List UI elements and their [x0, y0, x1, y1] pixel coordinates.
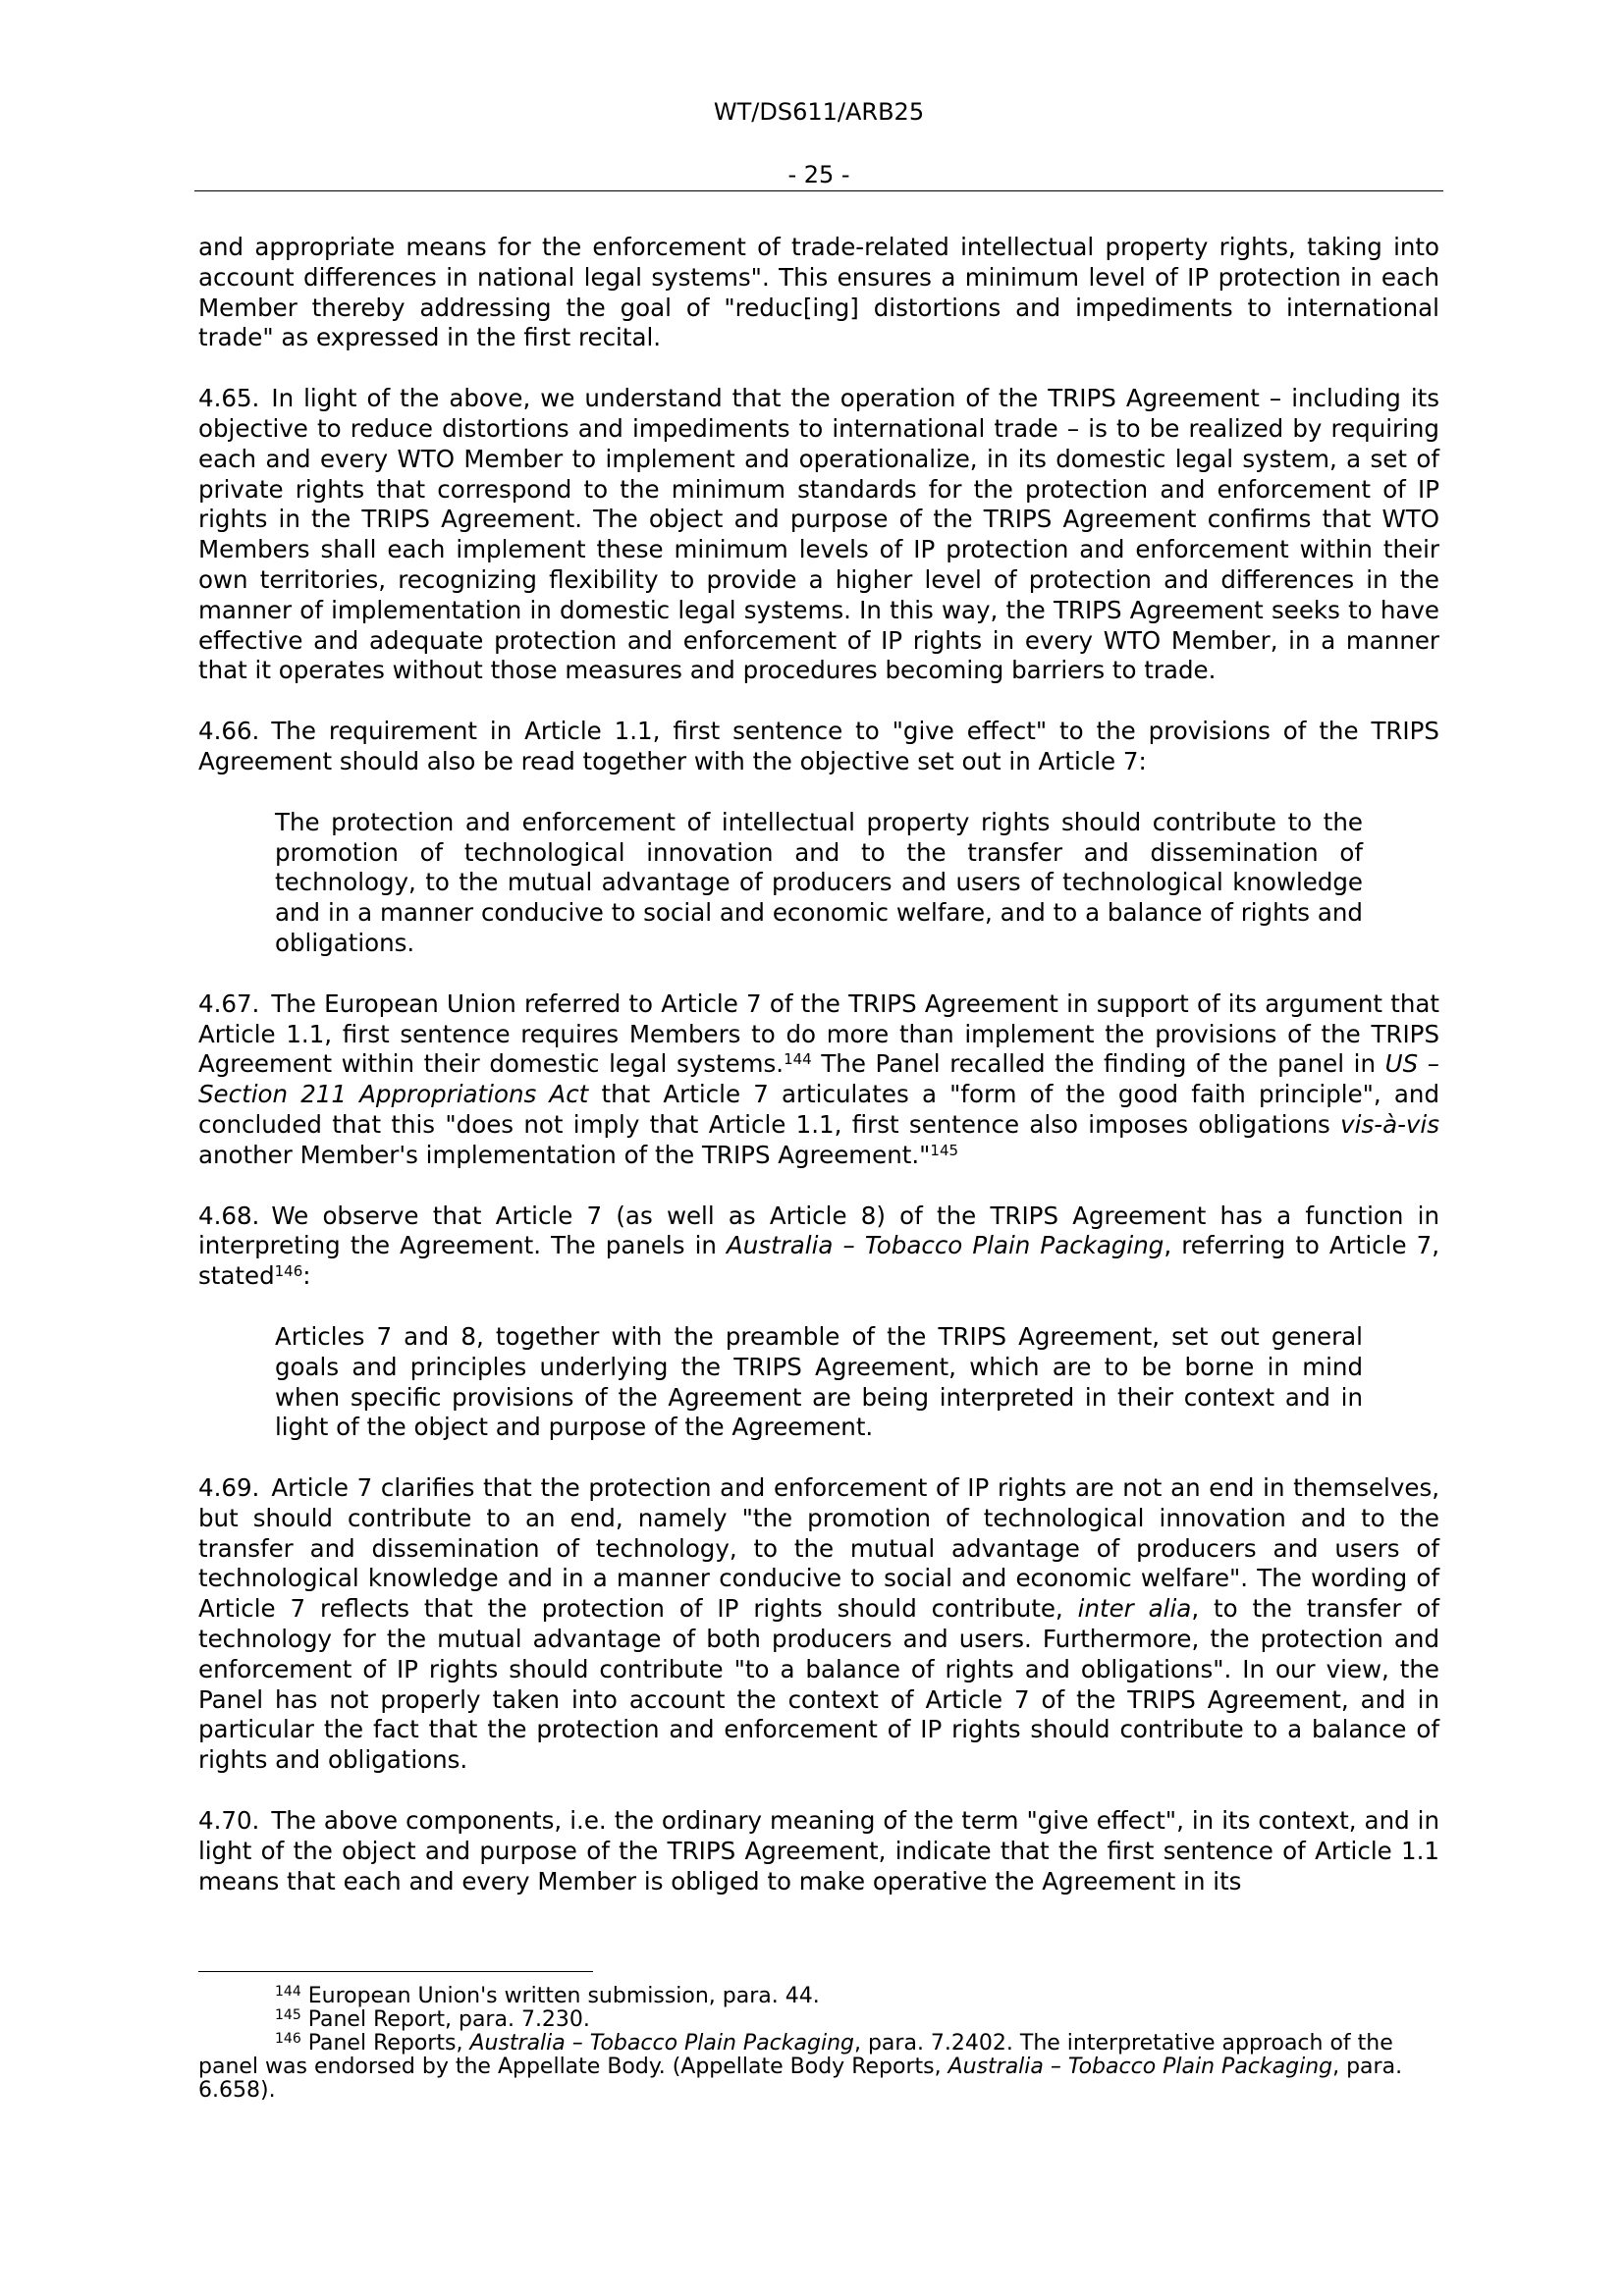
case-title: US – Section 211 Appropriations Act	[198, 1049, 1439, 1109]
case-title: Australia – Tobacco Plain Packaging	[469, 2031, 854, 2056]
paragraph-text: The requirement in Article 1.1, first sentence to "give effect" to the provisions of the TRIPS Agreement should also be read together with the objective set out in Article 7:	[198, 717, 1439, 775]
block-quote-article-7	[275, 808, 1363, 959]
footnote-number: 146	[275, 2031, 301, 2047]
paragraph-number: 4.68.	[198, 1201, 260, 1230]
footnote-text: European Union's written submission, para. 44.	[300, 1984, 820, 2008]
paragraph-text: The Panel recalled the finding of the panel in	[811, 1049, 1385, 1079]
paragraph-text: , referring to Article 7, stated	[198, 1231, 1439, 1291]
paragraph-text: In light of the above, we understand that the operation of the TRIPS Agreement – including its objective to reduce distortions and impediments to international trade – is to be realized by requiring each and every WTO Member to implement and operationalize, in its domestic legal system, a set of private rights that correspond to the minimum standards for the protection and enforcement of IP rights in the TRIPS Agreement. The object and purpose of the TRIPS Agreement confirms that WTO Members shall each implement these minimum levels of IP protection and enforcement within their own territories, recognizing flexibility to provide a higher level of protection and differences in the manner of implementation in domestic legal systems. In this way, the TRIPS Agreement seeks to have effective and adequate protection and enforcement of IP rights in every WTO Member, in a manner that it operates without those measures and procedures becoming barriers to trade.	[198, 384, 1439, 685]
quote-text: Articles 7 and 8, together with the preamble of the TRIPS Agreement, set out general goals and principles underlying the TRIPS Agreement, which are to be borne in mind when specific provisions of the Agreement are being interpreted in their context and in light of the object and purpose of the Agreement.	[275, 1321, 1363, 1442]
footnote-ref[interactable]: 145	[930, 1141, 959, 1159]
paragraph-4-66	[198, 717, 1439, 777]
footnote-text: , para. 6.658).	[198, 2055, 1403, 2103]
italic-term: vis-à-vis	[1340, 1109, 1439, 1139]
document-body	[198, 233, 1439, 1927]
footnote-text: Panel Reports,	[300, 2031, 470, 2056]
paragraph-number: 4.66.	[198, 717, 260, 746]
footnote-number: 144	[275, 1984, 301, 2000]
paragraph-4-65	[198, 384, 1439, 686]
case-title: Australia – Tobacco Plain Packaging	[947, 2055, 1333, 2079]
footnote-ref[interactable]: 146	[274, 1262, 303, 1281]
document-symbol: WT/DS611/ARB25	[713, 98, 925, 126]
paragraph-text: We observe that Article 7 (as well as Article 8) of the TRIPS Agreement has a function in interpreting the Agreement. The panels in	[198, 1201, 1439, 1260]
paragraph-4-68	[198, 1201, 1439, 1292]
page-header	[194, 94, 1443, 192]
quote-text: The protection and enforcement of intellectual property rights should contribute to the promotion of technological innovation and to the transfer and dissemination of technology, to the mutual advantage of producers and users of technological knowledge and in a manner conducive to social and economic welfare, and to a balance of rights and obligations.	[275, 807, 1363, 957]
footnote-text: , para. 7.2402. The interpretative approach of the panel was endorsed by the Appellate Body. (Appellate Body Reports,	[198, 2031, 1393, 2079]
paragraph-number: 4.67.	[198, 988, 260, 1018]
italic-term: inter alia	[1077, 1594, 1192, 1624]
header-divider	[194, 190, 1443, 191]
paragraph-number: 4.65.	[198, 384, 260, 413]
paragraph-text: :	[302, 1261, 311, 1291]
page-number: - 25 -	[787, 161, 850, 188]
footnote-text: Panel Report, para. 7.230.	[300, 2007, 590, 2032]
paragraph-4-67	[198, 989, 1439, 1171]
footnotes	[198, 1985, 1439, 2103]
paragraph-4-69	[198, 1473, 1439, 1776]
paragraph-text: , to the transfer of technology for the mutual advantage of both producers and users. Furthermore, the protection and enforcement of IP rights should contribute "to a balance of rights and obligations". In our view, the Panel has not properly taken into account the context of Article 7 of the TRIPS Agreement, and in particular the fact that the protection and enforcement of IP rights should contribute to a balance of rights and obligations.	[198, 1594, 1439, 1775]
footnote-divider	[198, 1971, 593, 1972]
paragraph-continued	[198, 233, 1439, 353]
footnote-145	[198, 2008, 1439, 2032]
block-quote-panels	[275, 1322, 1363, 1443]
paragraph-number: 4.70.	[198, 1806, 260, 1836]
paragraph-4-70	[198, 1806, 1439, 1896]
footnote-144	[198, 1985, 1439, 2008]
footnote-146	[198, 2032, 1439, 2103]
paragraph-text: The above components, i.e. the ordinary meaning of the term "give effect", in its context, and in light of the object and purpose of the TRIPS Agreement, indicate that the first sentence of Article 1.1 means that each and every Member is obliged to make operative the Agreement in its	[198, 1806, 1439, 1896]
footnote-ref[interactable]: 144	[784, 1050, 812, 1069]
paragraph-text: another Member's implementation of the TRIPS Agreement."	[198, 1140, 931, 1169]
paragraph-text: that Article 7 articulates a "form of the good faith principle", and concluded that this "does not imply that Article 1.1, first sentence also imposes obligations	[198, 1080, 1439, 1139]
footnote-number: 145	[275, 2007, 301, 2023]
paragraph-number: 4.69.	[198, 1473, 260, 1503]
paragraph-text: and appropriate means for the enforcement of trade-related intellectual property rights, taking into account differences in national legal systems". This ensures a minimum level of IP protection in each Member thereby addressing the goal of "reduc[ing] distortions and impediments to international trade" as expressed in the first recital.	[198, 233, 1439, 352]
paragraph-text: The European Union referred to Article 7 of the TRIPS Agreement in support of its argument that Article 1.1, first sentence requires Members to do more than implement the provisions of the TRIPS Agreement within their domestic legal systems.	[198, 988, 1439, 1079]
paragraph-text: Article 7 clarifies that the protection and enforcement of IP rights are not an end in themselves, but should contribute to an end, namely "the promotion of technological innovation and to the transfer and dissemination of technology, to the mutual advantage of producers and users of technological knowledge and in a manner conducive to social and economic welfare". The wording of Article 7 reflects that the protection of IP rights should contribute,	[198, 1473, 1439, 1624]
case-title: Australia – Tobacco Plain Packaging	[727, 1231, 1164, 1260]
